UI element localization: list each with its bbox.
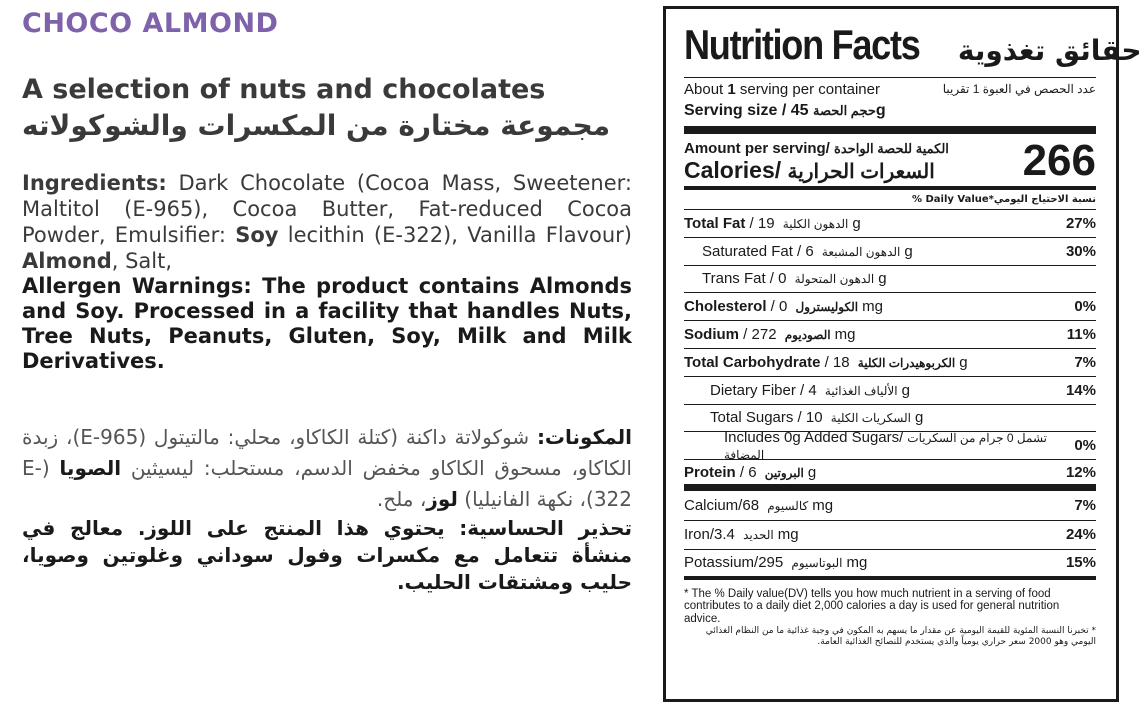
nutrient-name-ar: الصوديوم bbox=[784, 328, 831, 343]
amount-label: Amount per serving/ bbox=[684, 140, 830, 157]
nutrient-name: Total Carbohydrate bbox=[684, 353, 821, 371]
product-info bbox=[22, 8, 632, 596]
nutrient-dv: 24% bbox=[1065, 526, 1096, 544]
ingredients-label-ar: المكونات: bbox=[536, 425, 632, 449]
nutrient-row-total-carbohydrate: Total Carbohydrate / الكربوهيدرات الكلية 18g 7% bbox=[684, 349, 1096, 377]
ingredients-arabic bbox=[22, 422, 632, 515]
nutrient-row-trans-fat: Trans Fat / الدهون المتحولة 0g bbox=[684, 266, 1096, 294]
nutrient-name: Saturated Fat bbox=[702, 242, 793, 260]
nutrient-dv: 12% bbox=[1065, 463, 1096, 481]
nutrient-name: Dietary Fiber bbox=[710, 381, 796, 399]
nutrient-row-protein: Protein / البروتين 6g 12% bbox=[684, 460, 1096, 491]
nutrient-row-iron: Iron/ الحديد 3.4mg 24% bbox=[684, 521, 1096, 551]
nutrient-rows bbox=[684, 210, 1096, 580]
nutrient-amount: 6g bbox=[748, 463, 817, 481]
nutrient-dv: 14% bbox=[1065, 381, 1096, 399]
nutrient-row-potassium: Potassium/ البوتاسيوم 295mg 15% bbox=[684, 550, 1096, 580]
serving-size-arabic: حجم الحصة bbox=[812, 103, 876, 118]
serving-size-label: Serving size / bbox=[684, 102, 791, 119]
nutrient-row-total-sugars: Total Sugars / السكريات الكلية 10g bbox=[684, 405, 1096, 433]
nutrition-facts-panel bbox=[663, 6, 1142, 702]
almond-emphasis: Almond bbox=[22, 249, 112, 273]
ingredients-text-ar: شوكولاتة داكنة (كتلة الكاكاو، محلي: مالتيتول (E-965)، زبدة الكاكاو، مسحوق الكاكاو مخفض الدسم، مستحلب: ليسيثين bbox=[22, 425, 632, 480]
nutrient-row-calcium bbox=[684, 491, 1096, 521]
nutrient-row-total-fat: Total Fat / الدهون الكلية 19g 27% bbox=[684, 210, 1096, 238]
allergen-warning-arabic: تحذير الحساسية: يحتوي هذا المنتج على اللوز. معالج في منشأة تتعامل مع مكسرات وفول سوداني وغلوتين وصويا، حليب ومشتقات الحليب. bbox=[22, 516, 632, 594]
serving-info bbox=[684, 78, 1096, 134]
nutrient-row-cholesterol: Cholesterol / الكوليسترول 0mg 0% bbox=[684, 293, 1096, 321]
servings-per-container bbox=[684, 78, 1096, 100]
nutrient-name-ar: الكوليسترول bbox=[795, 300, 859, 315]
nutrient-name: Cholesterol bbox=[684, 298, 767, 316]
calories-label-english: Calories/ bbox=[684, 157, 782, 183]
servings-text: About bbox=[684, 80, 728, 98]
nutrient-amount: 295mg bbox=[758, 554, 868, 572]
ingredients-text: lecithin (E-322), Vanilla Flavour) bbox=[278, 223, 633, 247]
nutrient-name: Total Sugars bbox=[710, 409, 794, 427]
nutrient-amount: 19g bbox=[757, 214, 861, 232]
nutrient-name-ar: البوتاسيوم bbox=[791, 556, 843, 571]
nutrient-dv: 30% bbox=[1065, 242, 1096, 260]
nutrient-dv: 7% bbox=[1074, 353, 1096, 371]
servings-text: serving per container bbox=[735, 80, 880, 98]
nutrient-row-added-sugars bbox=[684, 428, 1096, 462]
nutrient-name: Potassium bbox=[684, 554, 755, 572]
nutrient-name: Sodium bbox=[684, 326, 739, 344]
nutrient-amount: 272mg bbox=[751, 326, 856, 344]
nutrient-name-ar: الدهون الكلية bbox=[782, 216, 849, 231]
nutrient-amount: 68mg bbox=[742, 496, 834, 514]
nutrient-name-ar: البروتين bbox=[764, 465, 804, 480]
nutrient-name-ar: تشمل 0 جرام من السكريات المضافة bbox=[724, 430, 1047, 462]
nutrient-row-saturated-fat: Saturated Fat / الدهون المشبعة 6g 30% bbox=[684, 238, 1096, 266]
nutrient-amount: 18g bbox=[832, 353, 968, 371]
nutrient-name: Iron bbox=[684, 526, 710, 544]
serving-size-value: 45g bbox=[790, 102, 886, 119]
soy-emphasis-ar: الصويا bbox=[59, 456, 122, 480]
nutrient-row-dietary-fiber: Dietary Fiber / الألياف الغذائية 4g 14% bbox=[684, 377, 1096, 405]
headline-arabic: مجموعة مختارة من المكسرات والشوكولاته bbox=[22, 109, 611, 142]
calories-value: 266 bbox=[1022, 136, 1096, 185]
servings-arabic: عدد الحصص في العبوة 1 تقريبا bbox=[942, 82, 1096, 96]
nutrient-dv: 0% bbox=[1074, 298, 1096, 316]
ingredients-text: , Salt, bbox=[111, 249, 173, 273]
nutrient-amount: 6g bbox=[805, 242, 913, 260]
product-name: CHOCO ALMOND bbox=[22, 8, 279, 39]
ingredients-text: Dark Chocolate (Cocoa Mass, Sweetener: Maltitol (E-965), Cocoa Butter, Fat-reduced Cocoa Powder, Emulsifier: bbox=[22, 171, 632, 247]
nutrient-name-ar: كالسيوم bbox=[767, 498, 809, 513]
nutrient-amount: 10g bbox=[805, 409, 924, 427]
nutrition-title-row bbox=[684, 9, 1142, 78]
nutrient-name-ar: الألياف الغذائية bbox=[824, 383, 898, 398]
ingredients-text-ar: (E-322)، نكهة الفانيليا) bbox=[22, 456, 632, 511]
nutrient-dv: 15% bbox=[1065, 554, 1096, 572]
ingredients-english bbox=[22, 170, 632, 274]
nutrient-name: Calcium/ bbox=[684, 496, 743, 514]
nutrient-row-sodium: Sodium / الصوديوم 272mg 11% bbox=[684, 321, 1096, 349]
nutrient-dv: 11% bbox=[1066, 326, 1096, 344]
ingredients-label: Ingredients: bbox=[22, 171, 167, 195]
calories-label-arabic: السعرات الحرارية bbox=[787, 161, 935, 183]
nutrient-dv: 0% bbox=[1074, 437, 1096, 455]
servings-count: 1 bbox=[727, 80, 736, 98]
nutrient-amount: 3.4mg bbox=[714, 526, 799, 544]
nutrient-amount: 0mg bbox=[779, 298, 883, 316]
amount-label-arabic: الكمية للحصة الواحدة bbox=[834, 141, 949, 156]
nutrient-amount: 4g bbox=[808, 381, 910, 399]
nutrient-name-ar: السكريات الكلية bbox=[830, 411, 911, 426]
nutrient-name-ar: الدهون المتحولة bbox=[794, 272, 875, 287]
nutrition-title-english: Nutrition Facts bbox=[684, 21, 920, 68]
footnote-arabic: * تخبرنا النسبة المئوية للقيمة اليومية عن مقدار ما يسهم به المكون في وجبة غذائية ما من النظام الغذائي اليومي وهو 2000 سعر حراري يومياً والذي يستخدم للنصائح الغذائية العامة. bbox=[705, 626, 1096, 648]
daily-value-header: نسبة الاحتياج اليومي*Daily Value % bbox=[684, 190, 1096, 210]
nutrient-name-ar: الدهون المشبعة bbox=[821, 244, 901, 259]
nutrient-dv: 27% bbox=[1065, 214, 1096, 232]
nutrition-title-arabic: حقائق تغذوية bbox=[957, 34, 1142, 67]
almond-emphasis-ar: لوز bbox=[426, 487, 458, 511]
calories-label bbox=[684, 157, 949, 184]
nutrient-amount: 0g bbox=[778, 270, 887, 288]
nutrient-dv: 7% bbox=[1074, 496, 1096, 514]
allergen-warning-english: Allergen Warnings: The product contains Almonds and Soy. Processed in a facility that handles Nuts, Tree Nuts, Peanuts, Gluten, Soy, Milk and Milk Derivatives. bbox=[22, 274, 632, 373]
ingredients-text-ar: ، ملح. bbox=[376, 487, 427, 511]
nutrient-name: Total Fat bbox=[684, 214, 746, 232]
soy-emphasis: Soy bbox=[235, 223, 279, 247]
nutrient-name-ar: الحديد bbox=[743, 528, 774, 543]
amount-per-serving bbox=[684, 140, 949, 157]
nutrient-name: Trans Fat bbox=[702, 270, 766, 288]
serving-size bbox=[684, 100, 1096, 122]
nutrient-name: Includes 0g Added Sugars/ bbox=[724, 428, 904, 446]
calories-block bbox=[684, 134, 1096, 190]
headline-english: A selection of nuts and chocolates bbox=[22, 74, 546, 105]
nutrient-name-ar: الكربوهيدرات الكلية bbox=[857, 355, 956, 370]
nutrient-name: Protein bbox=[684, 463, 736, 481]
footnote-english: * The % Daily value(DV) tells you how much nutrient in a serving of food contributes to a daily diet 2,000 calories a day is used for general nutrition advice. bbox=[684, 587, 1060, 625]
